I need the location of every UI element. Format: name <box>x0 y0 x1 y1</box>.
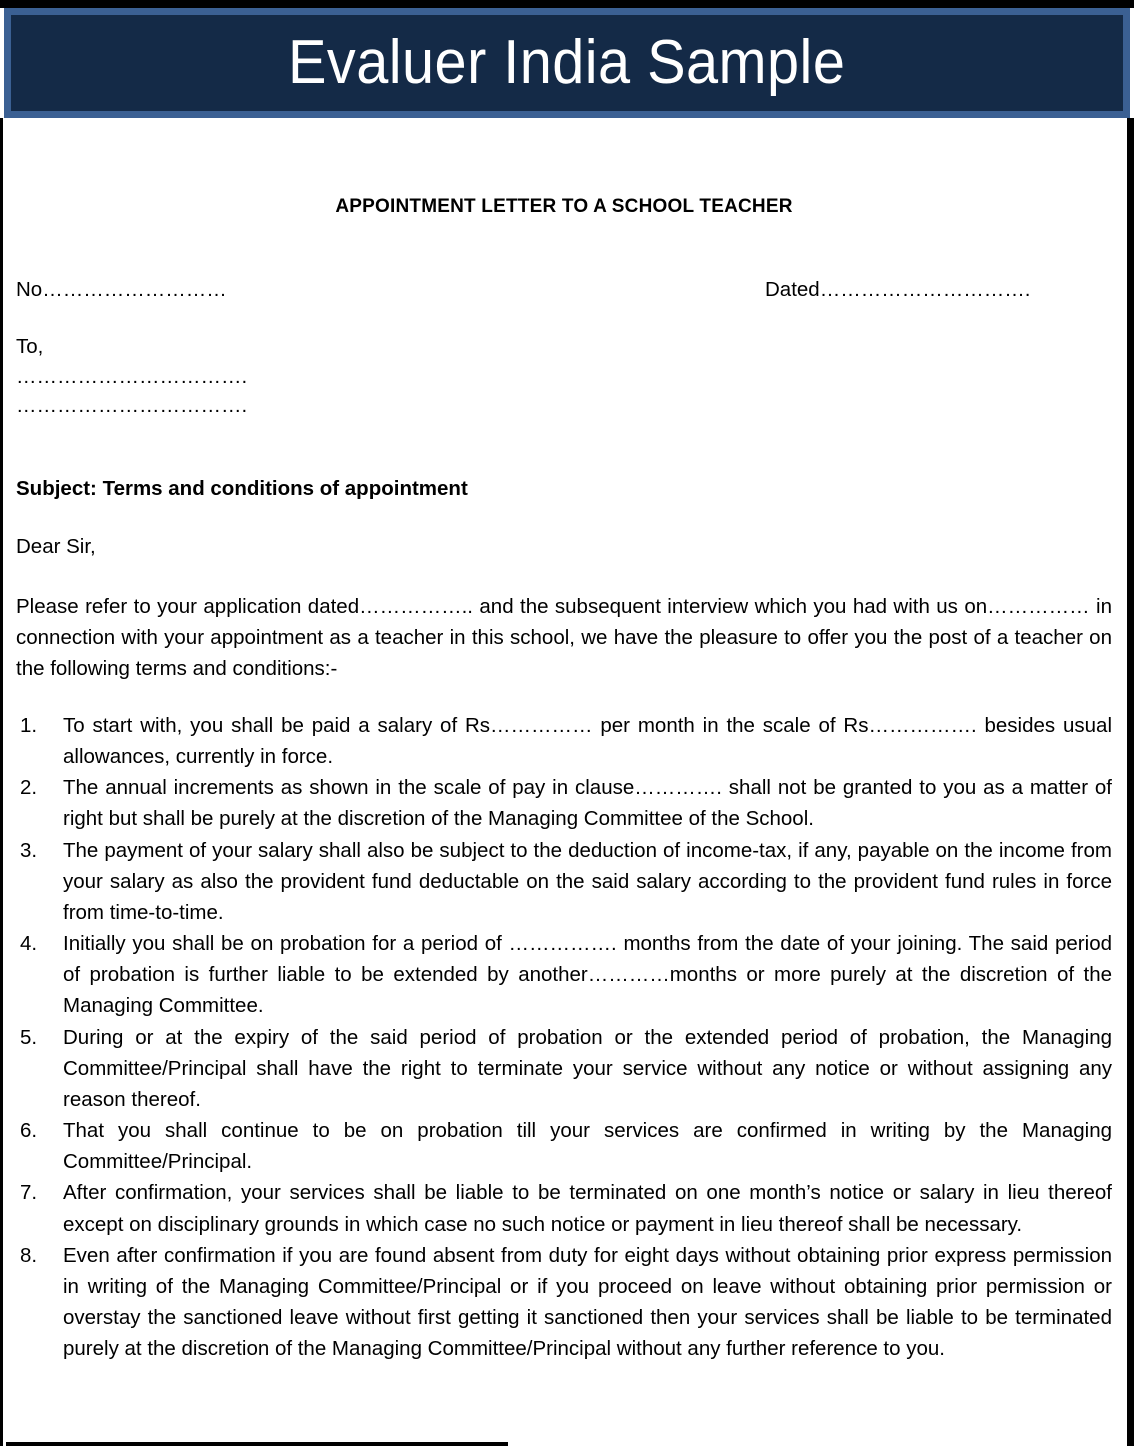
bottom-rule <box>6 1442 508 1446</box>
page-title: Evaluer India Sample <box>288 28 846 97</box>
recipient-line-2: ……………………………. <box>16 394 248 418</box>
terms-list <box>16 710 1112 1364</box>
reference-and-date-row <box>16 278 1112 308</box>
document-content <box>0 118 1134 1364</box>
reference-number-field: No……………………… <box>16 278 227 301</box>
page-header-banner <box>4 8 1130 118</box>
list-item: To start with, you shall be paid a salary of Rs…………… per month in the scale of Rs……………. besides usual allowances, currently in force. <box>63 714 1112 769</box>
recipient-label: To, <box>16 335 44 358</box>
list-item: The payment of your salary shall also be subject to the deduction of income-tax, if any, payable on the income from your salary as also the provident fund deductable on the said salary according to the provident fund rules in force from time-to-time. <box>63 838 1112 924</box>
salutation: Dear Sir, <box>16 534 96 558</box>
top-black-strip <box>0 0 1134 8</box>
subject-line: Subject: Terms and conditions of appointment <box>16 476 468 500</box>
list-item: That you shall continue to be on probation till your services are confirmed in writing by the Managing Committee/Principal. <box>63 1119 1112 1174</box>
list-item: After confirmation, your services shall be liable to be terminated on one month’s notice or salary in lieu thereof except on disciplinary grounds in which case no such notice or payment in lieu thereof shall be necessary. <box>63 1181 1112 1236</box>
list-item: The annual increments as shown in the scale of pay in clause…………. shall not be granted to you as a matter of right but shall be purely at the discretion of the Managing Committee of the School. <box>63 776 1112 831</box>
letter-heading: APPOINTMENT LETTER TO A SCHOOL TEACHER <box>335 196 793 217</box>
date-field: Dated…………………………. <box>765 278 1031 301</box>
recipient-line-1: ……………………………. <box>16 364 248 388</box>
list-item: During or at the expiry of the said period of probation or the extended period of probation, the Managing Committee/Principal shall have the right to terminate your service without any notice or without assigning any reason thereof. <box>63 1025 1112 1111</box>
list-item: Even after confirmation if you are found absent from duty for eight days without obtaining prior express permission in writing of the Managing Committee/Principal or if you proceed on leave without obtaining prior permission or overstay the sanctioned leave without first getting it sanctioned then your services shall be liable to be terminated purely at the discretion of the Managing Committee/Principal without any further reference to you. <box>63 1243 1112 1361</box>
intro-paragraph: Please refer to your application dated…………….. and the subsequent interview which you had with us on…………… in connection with your appointment as a teacher in this school, we have the pleasure to offer you the post of a teacher on the following terms and conditions:- <box>16 594 1112 680</box>
list-item: Initially you shall be on probation for a period of ……………. months from the date of your joining. The said period of probation is further liable to be extended by another…………months or more purely at the discretion of the Managing Committee. <box>63 932 1112 1018</box>
recipient-block <box>16 332 1112 421</box>
